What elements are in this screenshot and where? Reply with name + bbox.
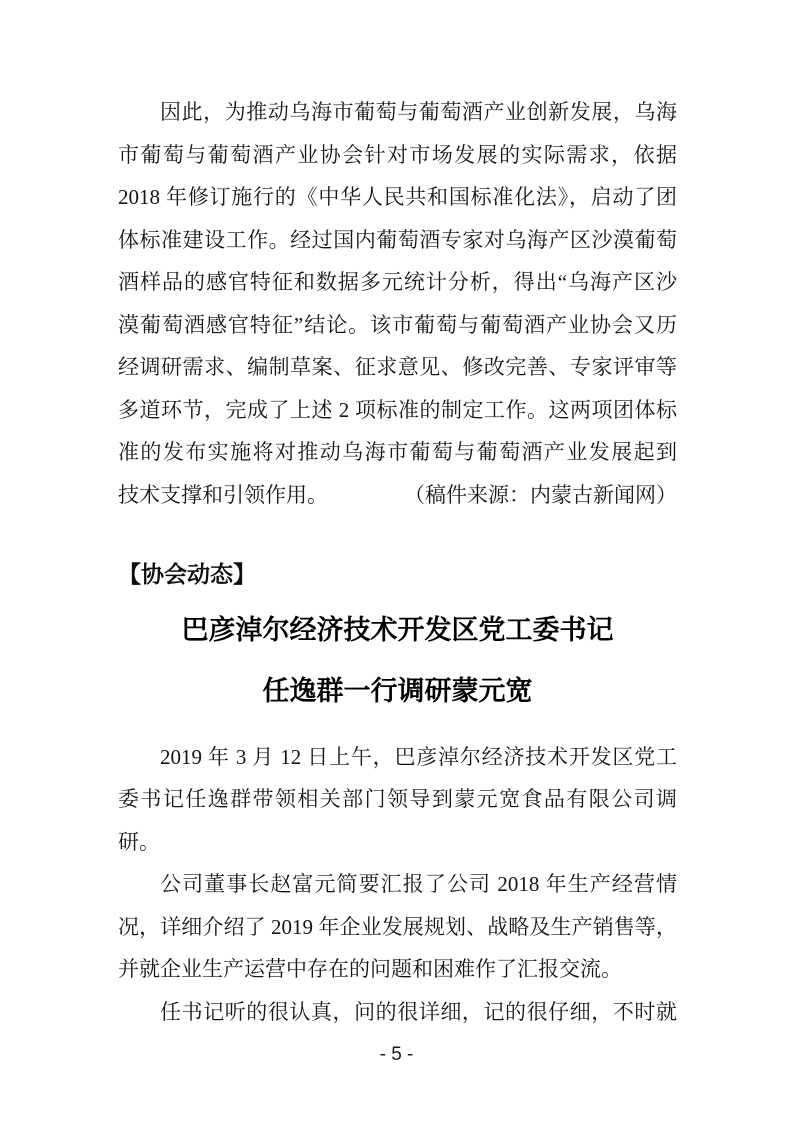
text-line: 体标准建设工作。经过国内葡萄酒专家对乌海产区沙漠葡萄 [118, 227, 677, 252]
text-line: 准的发布实施将对推动乌海市葡萄与葡萄酒产业发展起到 [118, 440, 677, 464]
text-line: 多道环节，完成了上述 2 项标准的制定工作。这两项团体标 [118, 397, 677, 422]
article2-body [118, 736, 677, 1034]
article2-title-line2: 任逸群一行调研蒙元宽 [262, 675, 533, 706]
section-label: 【协会动态】 [118, 561, 256, 587]
text-line: 2019 年 3 月 12 日上午，巴彦淖尔经济技术开发区党工 [160, 744, 677, 769]
text-line: 2018 年修订施行的《中华人民共和国标准化法》，启动了团 [118, 185, 677, 209]
text-line: 因此，为推动乌海市葡萄与葡萄酒产业创新发展，乌海 [160, 100, 677, 124]
article2-paragraph3 [118, 991, 677, 1034]
article2-paragraph1 [118, 736, 677, 864]
page-content [118, 91, 677, 1033]
text-line: 委书记任逸群带领相关部门领导到蒙元宽食品有限公司调 [118, 787, 677, 811]
text-line: 市葡萄与葡萄酒产业协会针对市场发展的实际需求，依据 [118, 142, 677, 167]
text-line: 并就企业生产运营中存在的问题和困难作了汇报交流。 [118, 957, 622, 981]
text-line: 经调研需求、编制草案、征求意见、修改完善、专家评审等 [118, 355, 677, 379]
text-line: 酒样品的感官特征和数据多元统计分析，得出“乌海产区沙 [118, 270, 677, 294]
article1-paragraph [118, 91, 677, 516]
article2-title [118, 600, 677, 722]
page-number: - 5 - [379, 1044, 414, 1065]
article1-closing-text: 技术支撑和引领作用。 [118, 482, 328, 507]
article2-paragraph2 [118, 863, 677, 991]
text-line: 研。 [118, 829, 160, 854]
text-line: 况，详细介绍了 2019 年企业发展规划、战略及生产销售等， [118, 914, 677, 939]
text-line: 任书记听的很认真，问的很详细，记的很仔细，不时就 [160, 999, 677, 1024]
text-line: 漠葡萄酒感官特征”结论。该市葡萄与葡萄酒产业协会又历 [118, 312, 677, 337]
text-line: 公司董事长赵富元简要汇报了公司 2018 年生产经营情 [160, 872, 677, 896]
article1-source-attribution: （稿件来源：内蒙古新闻网） [404, 482, 677, 507]
text-line-with-source [118, 474, 677, 517]
article2-title-line1: 巴彦淖尔经济技术开发区党工委书记 [181, 614, 614, 645]
